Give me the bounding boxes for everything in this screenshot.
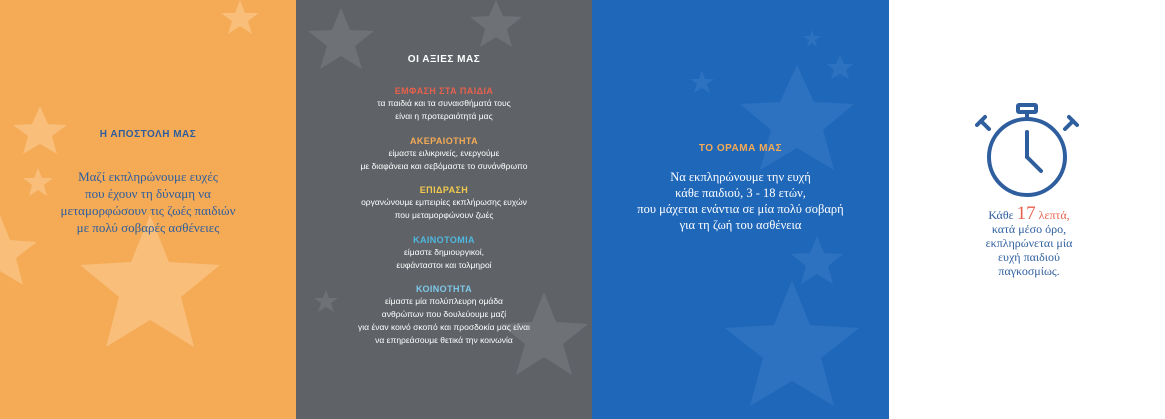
stat-panel [889,0,1165,419]
value-title: ΚΟΙΝΟΤΗΤΑ [415,284,472,294]
mission-panel [0,0,296,419]
value-item [296,136,592,173]
value-title: ΕΜΦΑΣΗ ΣΤΑ ΠΑΙΔΙΑ [394,86,494,96]
star-icon [740,65,854,170]
star-icon [0,215,37,285]
star-icon [470,0,522,47]
value-line: ευφάνταστοι και τολμηροί [396,260,492,270]
vision-text [612,169,869,233]
vision-line: κάθε παιδιού, 3 - 18 ετών, [675,186,806,200]
value-line: με διαφάνεια και σεβόμαστε το συνάνθρωπο [360,161,528,171]
value-line: είμαστε ειλικρινείς, ενεργούμε [388,148,500,158]
value-item [296,86,592,123]
stat-text [955,203,1103,278]
vision-line: Να εκπληρώνουμε την ευχή [670,170,811,184]
values-panel [296,0,592,419]
value-title: ΕΠΙΔΡΑΣΗ [419,185,469,195]
value-line: είναι η προτεραιότητά μας [395,111,493,121]
value-title: ΚΑΙΝΟΤΟΜΙΑ [413,235,475,245]
stat-number: 17 [1016,203,1036,224]
star-icon [221,0,259,34]
stat-line: παγκοσμίως. [998,264,1060,278]
value-line: οργανώνουμε εμπειρίες εκπλήρωσης ευχών [361,197,527,207]
value-description [296,97,592,123]
values-heading: ΟΙ ΑΞΙΕΣ ΜΑΣ [407,54,481,65]
mission-heading: Η ΑΠΟΣΤΟΛΗ ΜΑΣ [99,129,197,140]
value-line: ανθρώπων που δουλεύουμε μαζί [381,309,507,319]
stat-line: εκπληρώνεται μία [985,236,1073,250]
mission-text [40,168,256,236]
vision-panel [592,0,889,419]
value-item [296,284,592,347]
value-line: τα παιδιά και τα συναισθήματά τους [377,98,511,108]
stat-unit: λεπτά, [1035,208,1070,222]
mission-line: μεταμορφώσουν τις ζωές παιδιών [60,203,236,218]
mission-line: με πολύ σοβαρές ασθένειες [76,220,220,235]
mission-line: Μαζί εκπληρώνουμε ευχές [78,169,218,184]
stat-line: ευχή παιδιού [998,250,1060,264]
value-description [296,196,592,222]
value-item [296,185,592,222]
star-icon [725,280,859,406]
value-line: που μεταμορφώνουν ζωές [394,210,494,220]
value-description [296,147,592,173]
vision-heading: ΤΟ ΟΡΑΜΑ ΜΑΣ [698,143,783,154]
value-description [296,246,592,272]
value-line: για έναν κοινό σκοπό και προσδοκία μας είναι [358,322,530,332]
stat-prefix: Κάθε [988,208,1017,222]
star-icon [791,236,843,284]
value-line: να επηρεάσουμε θετικά την κοινωνία [375,335,513,345]
stat-line-first [955,203,1103,224]
value-line: είμαστε μία πολύπλευρη ομάδα [385,296,503,306]
star-icon [690,70,714,93]
value-description [296,295,592,347]
stat-line: κατά μέσο όρο, [991,222,1067,236]
value-title: ΑΚΕΡΑΙΟΤΗΤΑ [409,136,479,146]
value-item [296,235,592,272]
star-icon [827,55,853,79]
star-icon [803,30,821,47]
vision-line: που μάχεται ενάντια σε μία πολύ σοβαρή [637,202,844,216]
vision-line: για τη ζωή του ασθένεια [679,218,802,232]
value-line: είμαστε δημιουργικοί, [404,247,484,257]
mission-line: που έχουν τη δύναμη να [85,186,211,201]
stopwatch-icon [975,102,1079,198]
